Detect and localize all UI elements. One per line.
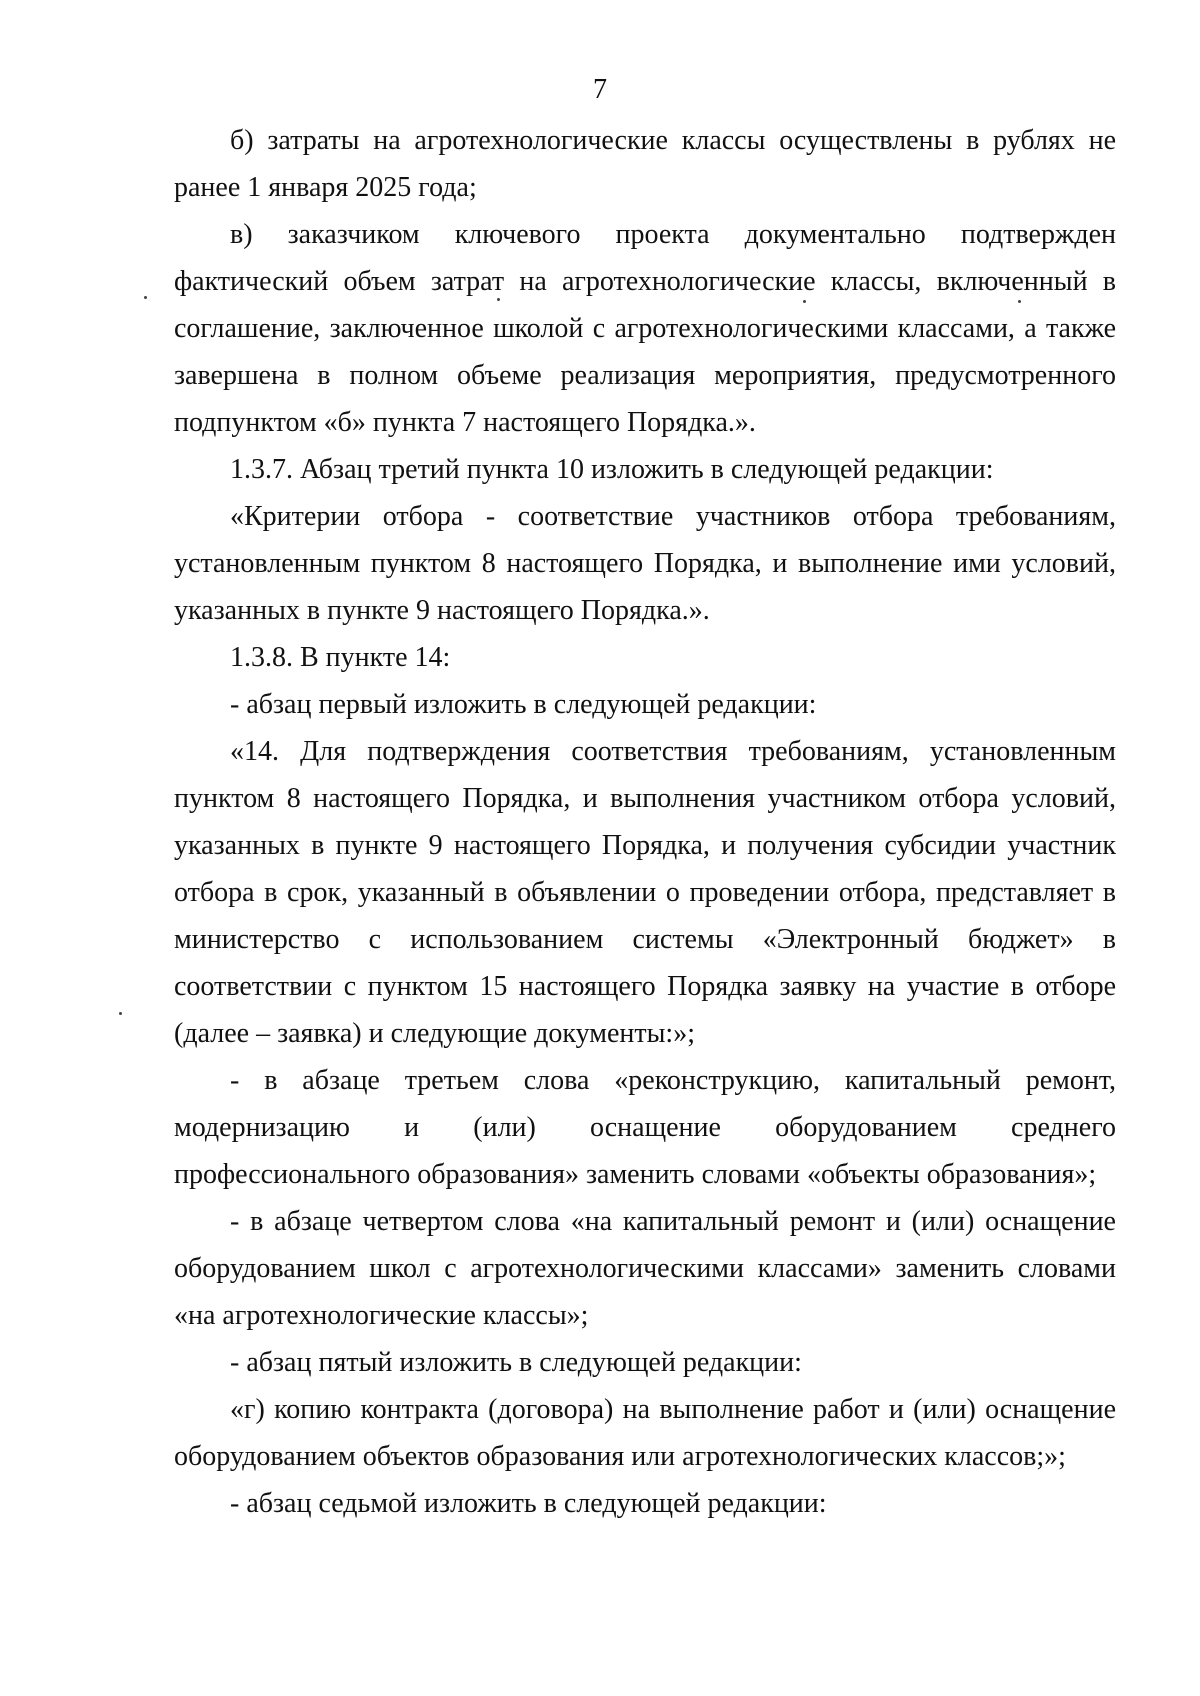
paragraph-fourth-abzac: - в абзаце четвертом слова «на капитальный ремонт и (или) оснащение оборудованием школ с агротехнологическими классами» заменить словами «на агротехнологические классы»; bbox=[174, 1206, 1116, 1331]
page-number: 7 bbox=[593, 74, 607, 105]
scan-speck bbox=[803, 300, 806, 303]
paragraph-selection-criteria: «Критерии отбора - соответствие участников отбора требованиям, установленным пунктом 8 настоящего Порядка, и выполнение ими условий, указанных в пункте 9 настоящего Порядка.». bbox=[174, 501, 1116, 626]
paragraph-1-3-8: 1.3.8. В пункте 14: bbox=[230, 642, 451, 673]
paragraph-item-g: «г) копию контракта (договора) на выполнение работ и (или) оснащение оборудованием объектов образования или агротехнологических классов;»; bbox=[174, 1394, 1116, 1472]
paragraph-item-v: в) заказчиком ключевого проекта документально подтвержден фактический объем затрат на агротехнологические классы, включенный в соглашение, заключенное школой с агротехнологическими классами, а также завершена в полном объеме реализация мероприятия, предусмотренного подпунктом «б» пункта 7 настоящего Порядка.». bbox=[174, 219, 1116, 438]
paragraph-fifth-abzac: - абзац пятый изложить в следующей редакции: bbox=[230, 1347, 802, 1378]
paragraph-item-14: «14. Для подтверждения соответствия требованиям, установленным пунктом 8 настоящего Порядка, и выполнения участником отбора условий, указанных в пункте 9 настоящего Порядка, и получения субсидии участник отбора в срок, указанный в объявлении о проведении отбора, представляет в министерство с использованием системы «Электронный бюджет» в соответствии с пунктом 15 настоящего Порядка заявку на участие в отборе (далее – заявка) и следующие документы:»; bbox=[174, 736, 1116, 1049]
paragraph-1-3-7: 1.3.7. Абзац третий пункта 10 изложить в следующей редакции: bbox=[230, 454, 994, 485]
scan-speck bbox=[1018, 300, 1021, 303]
scan-speck bbox=[144, 296, 147, 299]
scan-speck bbox=[497, 298, 500, 301]
paragraph-seventh-abzac: - абзац седьмой изложить в следующей редакции: bbox=[230, 1488, 827, 1519]
paragraph-item-b: б) затраты на агротехнологические классы осуществлены в рублях не ранее 1 января 2025 года; bbox=[174, 125, 1116, 203]
paragraph-first-abzac: - абзац первый изложить в следующей редакции: bbox=[230, 689, 817, 720]
scan-speck bbox=[119, 1012, 122, 1015]
document-body bbox=[174, 117, 1116, 1527]
paragraph-third-abzac: - в абзаце третьем слова «реконструкцию, капитальный ремонт, модернизацию и (или) оснащение оборудованием среднего профессионального образования» заменить словами «объекты образования»; bbox=[174, 1065, 1116, 1190]
